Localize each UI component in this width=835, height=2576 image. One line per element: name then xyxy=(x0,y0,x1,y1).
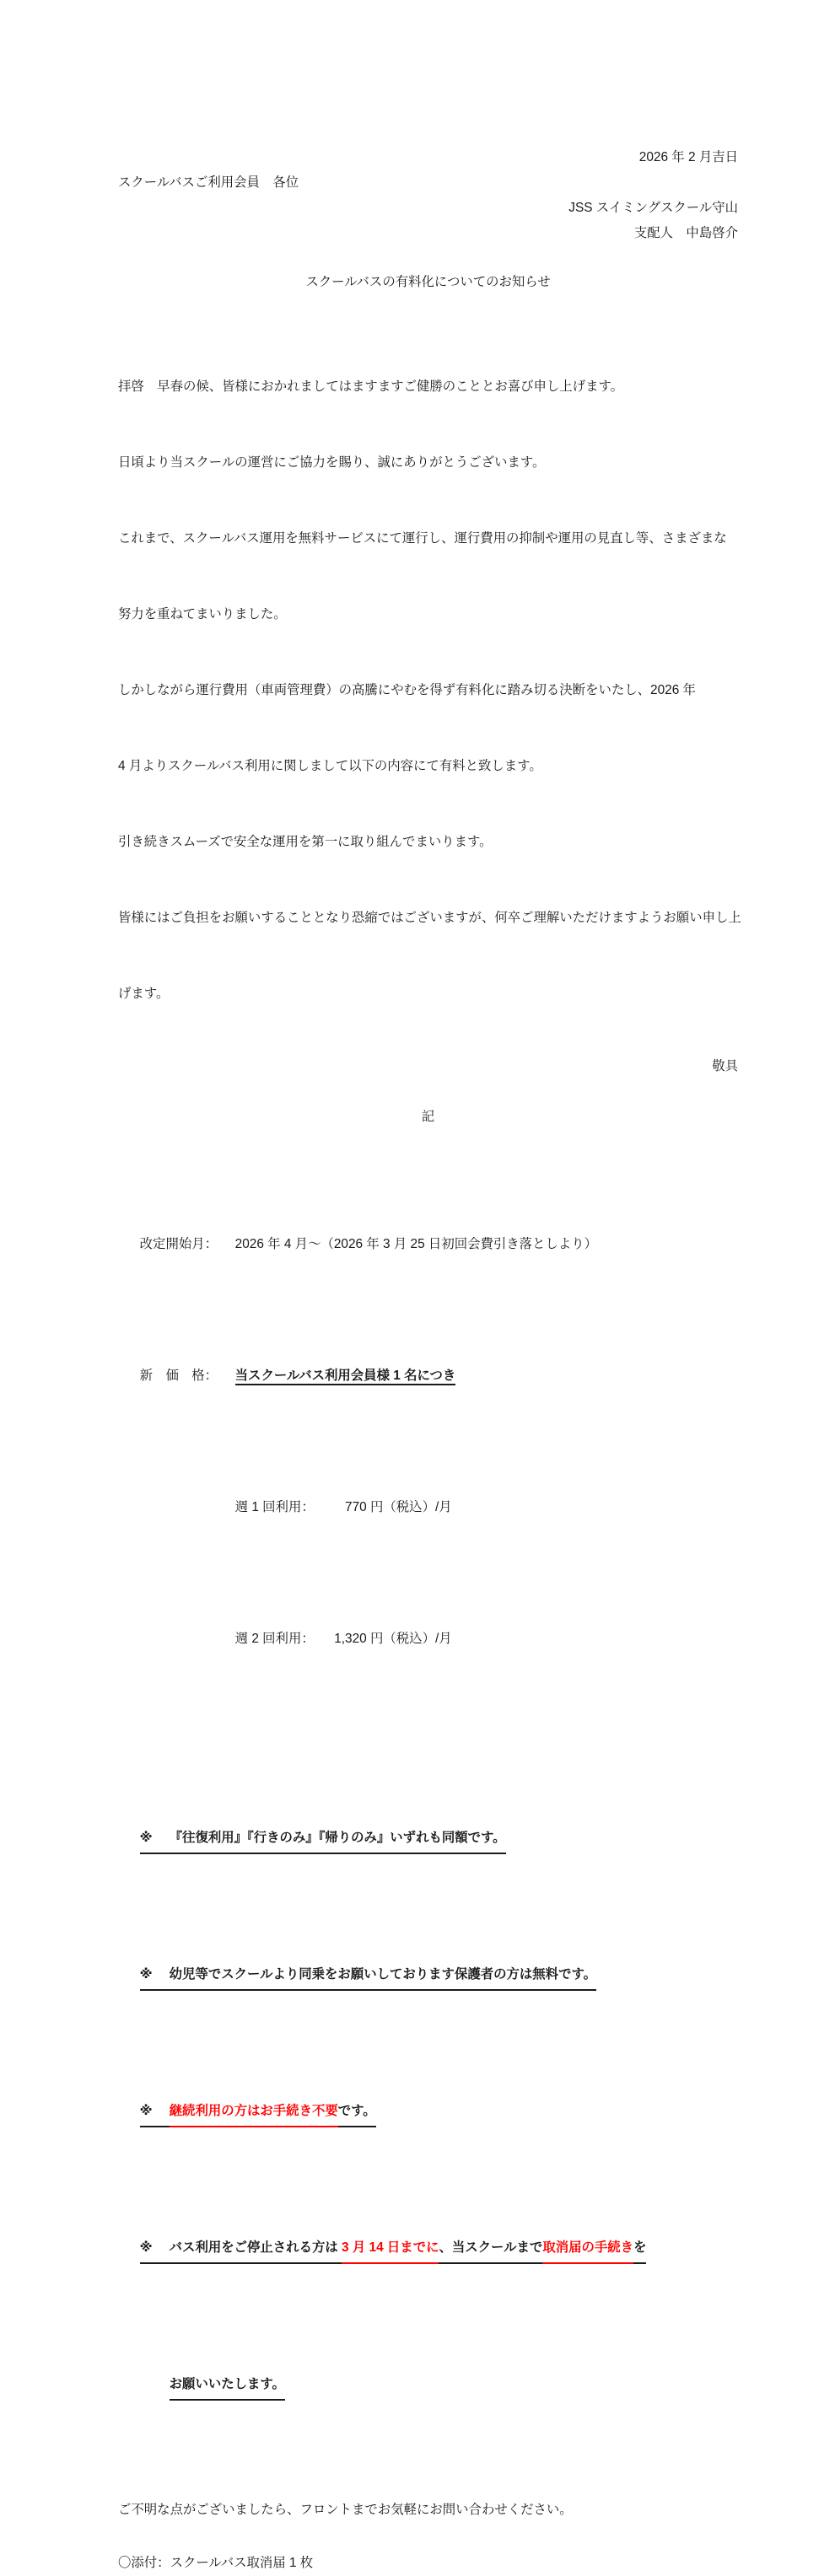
body-line: 努力を重ねてまいりました。 xyxy=(118,607,287,621)
revision-start-label: 改定開始月： xyxy=(139,1237,218,1251)
sender-person: 支配人 中島啓介 xyxy=(633,226,738,240)
recipient-line: スクールバスご利用会員 各位 xyxy=(118,175,299,190)
note-text: を xyxy=(633,2234,646,2264)
note-guardian-free xyxy=(118,1933,738,2019)
price-amount: 1,320 xyxy=(334,1632,367,1646)
document-title: スクールバスの有料化についてのお知らせ xyxy=(305,275,551,289)
price-row-weekly1 xyxy=(118,1467,738,1548)
note-same-fare xyxy=(118,1796,738,1882)
body-line: 皆様にはご負担をお願いすることとなり恐縮ではございますが、何卒ご理解いただけますようお願い申し上 xyxy=(118,911,741,925)
note-marker: ※ xyxy=(140,2234,170,2264)
note-text: 『往復利用』『行きのみ』『帰りのみ』いずれも同額です。 xyxy=(170,1824,506,1854)
note-text: バス利用をご停止される方は xyxy=(170,2234,342,2264)
note-text-red: 取消届の手続き xyxy=(542,2234,633,2264)
body-line: しかしながら運行費用（車両管理費）の高騰にやむを得ず有料化に踏み切る決断をいたし、2026 年 xyxy=(118,683,696,697)
note-text: お願いいたします。 xyxy=(170,2370,285,2401)
note-marker: ※ xyxy=(140,1960,170,1991)
sender-org: JSS スイミングスクール守山 xyxy=(568,201,738,215)
note-text-red: 3 月 14 日までに xyxy=(342,2234,439,2264)
new-price-label: 新 価 格： xyxy=(139,1369,218,1383)
price-unit: 円（税込）/月 xyxy=(366,1632,452,1646)
body-line: 4 月よりスクールバス利用に関しまして以下の内容にて有料と致します。 xyxy=(118,759,542,773)
price-unit: 円（税込）/月 xyxy=(366,1500,452,1514)
closing-word: 敬具 xyxy=(712,1059,738,1073)
note-marker: ※ xyxy=(140,2097,170,2127)
body-paragraph xyxy=(118,324,741,1057)
body-line: これまで、スクールバス運用を無料サービスにて運行し、運行費用の抑制や運用の見直し等、さまざまな xyxy=(118,531,727,546)
note-text: です。 xyxy=(338,2097,376,2127)
new-price-row xyxy=(118,1336,738,1417)
body-line: げます。 xyxy=(118,987,170,1001)
note-text: 、当スクールまで xyxy=(439,2234,542,2264)
revision-start-value: 2026 年 4 月～（2026 年 3 月 25 日初回会費引き落としより） xyxy=(234,1237,598,1251)
body-line: 日頃より当スクールの運営にご協力を賜り、誠にありがとうございます。 xyxy=(118,455,546,470)
note-continuing-users xyxy=(118,2069,738,2155)
price-amount: 770 xyxy=(345,1500,367,1514)
date-line: 2026 年 2 月吉日 xyxy=(638,150,738,164)
usage-label: 週 2 回利用： xyxy=(234,1632,315,1646)
note-marker: ※ xyxy=(140,1824,170,1854)
revision-start-row xyxy=(118,1204,738,1285)
note-text-red: 継続利用の方はお手続き不要 xyxy=(170,2097,338,2127)
note-cancellation xyxy=(118,2206,738,2292)
note-cancellation-line2 xyxy=(118,2342,738,2428)
notes-section xyxy=(118,1745,738,2479)
record-marker: 記 xyxy=(421,1110,435,1124)
contact-line: ご不明な点がございましたら、フロントまでお気軽にお問い合わせください。 xyxy=(118,2503,573,2517)
note-text: 幼児等でスクールより同乗をお願いしております保護者の方は無料です。 xyxy=(170,1960,596,1991)
body-line: 引き続きスムーズで安全な運用を第一に取り組んでまいります。 xyxy=(118,835,493,849)
price-row-weekly2 xyxy=(118,1599,738,1680)
details-section xyxy=(118,1154,738,1730)
body-line: 拝啓 早春の候、皆様におかれましてはますますご健勝のこととお喜び申し上げます。 xyxy=(118,379,624,394)
usage-label: 週 1 回利用： xyxy=(234,1500,315,1514)
new-price-value: 当スクールバス利用会員様 1 名につき xyxy=(235,1369,456,1385)
attachment-line: 〇添付：スクールバス取消届 1 枚 xyxy=(118,2556,314,2570)
